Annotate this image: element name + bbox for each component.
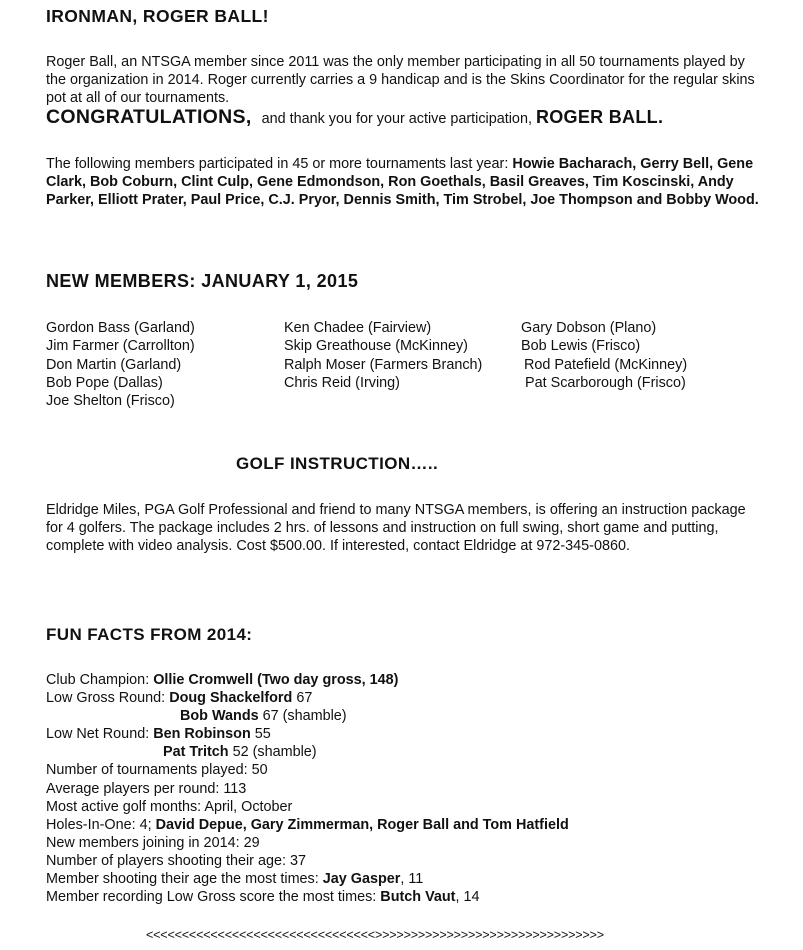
fact-age-most — [46, 870, 569, 888]
forty-five-names: Howie Bacharach, Gerry Bell, Gene Clark, Bob Coburn, Clint Culp, Gene Edmondson, Ron Goethals, Basil Greaves, Tim Koscinski, Andy Parker, Elliott Prater, Paul Price, C.J. Pryor, Dennis Smith, Tim Strobel, Joe Thompson and Bobby Wood. — [46, 156, 759, 208]
golf-instruction-heading: GOLF INSTRUCTION….. — [236, 454, 439, 473]
forty-five-intro: The following members participated in 45 or more tournaments last year: — [46, 156, 509, 172]
list-item: Skip Greathouse (McKinney) — [284, 338, 468, 355]
fact-low-net-2 — [46, 743, 569, 761]
fact-new-members: New members joining in 2014: 29 — [46, 834, 260, 851]
list-item: Don Martin (Garland) — [46, 356, 182, 373]
fact-label: Low Gross Round: — [46, 690, 166, 707]
fact-club-champion — [46, 671, 569, 689]
new-members-column-3 — [521, 319, 687, 392]
list-item: Pat Scarborough (Frisco) — [525, 374, 686, 391]
fact-low-net — [46, 725, 569, 743]
congratulations-text: and thank you for your active participation, — [261, 111, 532, 127]
list-item: Joe Shelton (Frisco) — [46, 393, 175, 410]
golf-instruction-body: Eldridge Miles, PGA Golf Professional and friend to many NTSGA members, is offering an instruction package for 4 golfers. The package includes 2 hrs. of lessons and instruction on full swing, short game and putting, complete with video analysis. Cost $500.00. If interested, contact Eldridge at 972-345-0860. — [46, 502, 746, 554]
fact-value: Ben Robinson — [153, 726, 251, 743]
fact-value: David Depue, Gary Zimmerman, Roger Ball and Tom Hatfield — [155, 816, 569, 833]
fact-label: Member recording Low Gross score the most times: — [46, 889, 377, 906]
fact-low-gross-most — [46, 888, 569, 906]
congratulations-line — [46, 108, 663, 128]
fact-score: 55 — [254, 726, 271, 743]
section-divider: <<<<<<<<<<<<<<<<<<<<<<<<<<<<<<<<>>>>>>>>>>>>>>>>>>>>>>>>>>>>>>>> — [146, 928, 604, 942]
list-item: Jim Farmer (Carrollton) — [46, 338, 195, 355]
fact-label: Low Net Round: — [46, 726, 150, 743]
fact-value: Ollie Cromwell (Two day gross, 148) — [153, 672, 399, 688]
fact-score: , 11 — [400, 871, 424, 888]
fact-score: 67 — [296, 690, 313, 707]
list-item: Gordon Bass (Garland) — [46, 320, 195, 336]
fact-score: 67 (shamble) — [262, 708, 347, 725]
fact-value: Jay Gasper — [322, 871, 401, 888]
list-item: Rod Patefield (McKinney) — [524, 356, 688, 373]
fact-value: Butch Vaut — [380, 889, 456, 906]
fact-holes-in-one — [46, 816, 569, 834]
list-item: Ralph Moser (Farmers Branch) — [284, 356, 483, 373]
fact-tournaments-played: Number of tournaments played: 50 — [46, 762, 268, 779]
new-members-column-1 — [46, 319, 195, 410]
fun-facts-heading: FUN FACTS FROM 2014: — [46, 625, 253, 644]
fact-low-gross — [46, 689, 569, 707]
new-members-heading: NEW MEMBERS: JANUARY 1, 2015 — [46, 271, 359, 291]
fact-low-gross-2 — [46, 707, 569, 725]
congratulations-word: CONGRATULATIONS, — [46, 106, 252, 128]
fact-score: 52 (shamble) — [232, 744, 317, 761]
fact-label: Holes-In-One: 4; — [46, 816, 152, 833]
fact-label: Member shooting their age the most times: — [46, 871, 319, 888]
list-item: Chris Reid (Irving) — [284, 374, 400, 391]
fact-score: , 14 — [455, 889, 480, 906]
new-members-column-2 — [284, 319, 482, 392]
ironman-body: Roger Ball, an NTSGA member since 2011 was the only member participating in all 50 tournaments played by the organization in 2014. Roger currently carries a 9 handicap and is the Skins Coordinator for the regular skins pot at all of our tournaments. — [46, 54, 755, 106]
fact-value: Doug Shackelford — [169, 690, 293, 707]
congratulations-name: ROGER BALL. — [535, 107, 664, 127]
list-item: Bob Pope (Dallas) — [46, 374, 163, 391]
ironman-heading: IRONMAN, ROGER BALL! — [46, 6, 269, 26]
fun-facts-list — [46, 671, 569, 906]
fact-value: Pat Tritch — [163, 744, 229, 761]
list-item: Bob Lewis (Frisco) — [521, 338, 641, 355]
fact-active-months: Most active golf months: April, October — [46, 798, 293, 815]
fact-label: Club Champion: — [46, 672, 150, 688]
fact-average-players: Average players per round: 113 — [46, 780, 247, 797]
forty-five-paragraph — [46, 155, 766, 209]
list-item: Gary Dobson (Plano) — [521, 320, 657, 336]
list-item: Ken Chadee (Fairview) — [284, 320, 432, 336]
fact-value: Bob Wands — [180, 708, 259, 725]
fact-shooting-age: Number of players shooting their age: 37 — [46, 852, 306, 869]
